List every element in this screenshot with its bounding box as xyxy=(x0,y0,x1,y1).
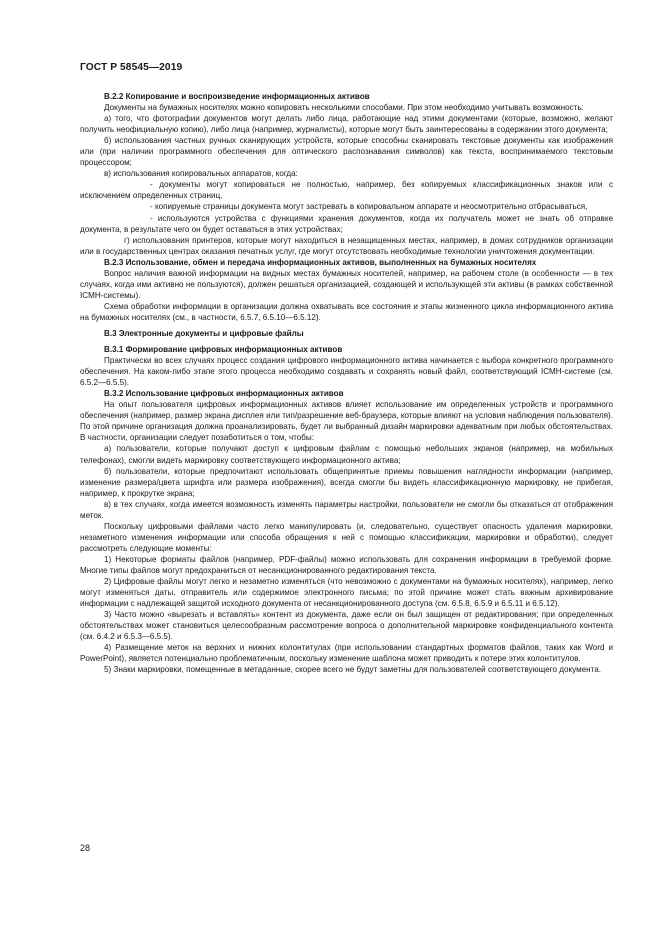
section-heading: В.3.2 Использование цифровых информационных активов xyxy=(104,389,344,399)
section-heading: В.2.3 Использование, обмен и передача информационных активов, выполненных на бумажных носителях xyxy=(104,257,537,267)
document-header: ГОСТ Р 58545—2019 xyxy=(80,62,183,73)
list-item: а) того, что фотографии документов могут делать либо лица, работающие над этими документами (которые, возможно, желают получить неофициальную копию), либо лица (например, журналисты), которые могут быть заинтересованы в содержании этого документа; xyxy=(80,114,613,135)
sub-list-item: - копируемые страницы документа могут застревать в копировальном аппарате и неосмотрительно отбрасываться, xyxy=(150,202,588,212)
paragraph: Схема обработки информации в организации должна охватывать все состояния и этапы жизненного цикла информационного актива на бумажных носителях (см., в частности, 6.5.7, 6.5.10—6.5.12). xyxy=(80,301,613,322)
list-item: 1) Некоторые форматы файлов (например, PDF-файлы) можно использовать для сохранения информации в требуемой форме. Многие типы файлов могут предохраниться от несанкционированного редактирования текста. xyxy=(80,554,613,575)
paragraph: На опыт пользователя цифровых информационных активов влияет использование им определенных устройств и программного обеспечения (например, размер экрана дисплея или тип/разрешение веб-браузера, которые влияют на условия наблюдения пользователя). По этой причине организация должна проанализировать, будет ли выбранный дизайн маркировки адекватным при любых обстоятельствах. В частности, организации следует позаботиться о том, чтобы: xyxy=(80,400,613,443)
section-heading: В.2.2 Копирование и воспроизведение информационных активов xyxy=(104,92,370,101)
document-body xyxy=(80,91,613,675)
list-item: 5) Знаки маркировки, помещенные в метаданные, скорее всего не будут заметны для пользователей соответствующего документа. xyxy=(104,665,601,675)
list-item: 3) Часто можно «вырезать и вставлять» контент из документа, даже если он был защищен от редактирования; при определенных обстоятельствах может становиться целесообразным рассмотрение вопроса о дополнительной маркировке конфиденциального контента (см. 6.4.2 и 6.5.3—6.5.5). xyxy=(80,610,613,642)
paragraph: Документы на бумажных носителях можно копировать несколькими способами. При этом необходимо учитывать возможность: xyxy=(104,103,584,113)
list-item: г) использования принтеров, которые могут находиться в незащищенных местах, например, в домах сотрудников организации или в государственных центрах оказания печатных услуг, где могут отсутствовать необходимые технологии уничтожения документации. xyxy=(80,235,613,256)
list-item: б) пользователи, которые предпочитают использовать общепринятые приемы повышения наглядности информации (например, изменение размера/цвета шрифта или размера изображения), всегда смогли бы видеть классификационную маркировку, не прибегая, например, к прокрутке экрана; xyxy=(80,466,613,498)
paragraph: Поскольку цифровыми файлами часто легко манипулировать (и, следовательно, существует опасность удаления маркировки, незаметного изменения информации или способа обращения к ней с помощью классификации, маркировки и обработки), следует рассмотреть следующие моменты: xyxy=(80,521,613,553)
list-item: а) пользователи, которые получают доступ к цифровым файлам с помощью небольших экранов (например, на мобильных телефонах), смогли видеть маркировку соответствующего информационного актива; xyxy=(80,444,613,465)
list-item: в) использования копировальных аппаратов, когда: xyxy=(104,169,298,179)
paragraph: Практически во всех случаях процесс создания цифрового информационного актива начинается с выбора конкретного программного обеспечения. На каком-либо этапе этого процесса необходимо создавать и сохранять новый файл, соответствующий ICMH-системе (см. 6.5.2—6.5.5). xyxy=(80,356,613,388)
paragraph: Вопрос наличия важной информации на видных местах бумажных носителей, например, на рабочем столе (в особенности — в тех случаях, когда ими активно не пользуются), должен решаться организацией, создающей и использующей эти активы (в рамках собственной ICMH-системы). xyxy=(80,268,613,300)
sub-list-item: - используются устройства с функциями хранения документов, когда их получатель может не знать об отправке документа, в результате чего он будет оставаться в этих устройствах; xyxy=(80,213,613,234)
list-item: 4) Размещение меток на верхних и нижних колонтитулах (при использовании стандартных форматов файлов, таких как Word и PowerPoint), является потенциально проблематичным, поскольку изменение шаблона может приводить к потере этих колонтитулов. xyxy=(80,643,613,664)
sub-list-item: - документы могут копироваться не полностью, например, без копируемых классификационных знаков или с исключением определенных страниц, xyxy=(80,180,613,201)
section-heading: В.3.1 Формирование цифровых информационных активов xyxy=(104,345,343,355)
page-number: 28 xyxy=(80,843,91,853)
list-item: б) использования частных ручных сканирующих устройств, которые способны сканировать текстовые документы как изображения или (при наличии программного обеспечения для оптического распознавания символов) как текста, воспринимаемого текстовым процессором; xyxy=(80,136,613,168)
list-item: 2) Цифровые файлы могут легко и незаметно изменяться (что невозможно с документами на бумажных носителях), например, легко могут изменяться даты, отправитель или содержимое электронного письма; по этой причине может стать важным архивирование информации с надлежащей защитой исходного документа от несанкционированного доступа (см. 6.5.8, 6.5.9 и 6.5.11 и 6.5.12). xyxy=(80,577,613,609)
list-item: в) в тех случаях, когда имеется возможность изменять параметры настройки, пользователи не смогли бы отказаться от отображения меток. xyxy=(80,499,613,520)
section-heading: В.3 Электронные документы и цифровые файлы xyxy=(104,328,304,338)
